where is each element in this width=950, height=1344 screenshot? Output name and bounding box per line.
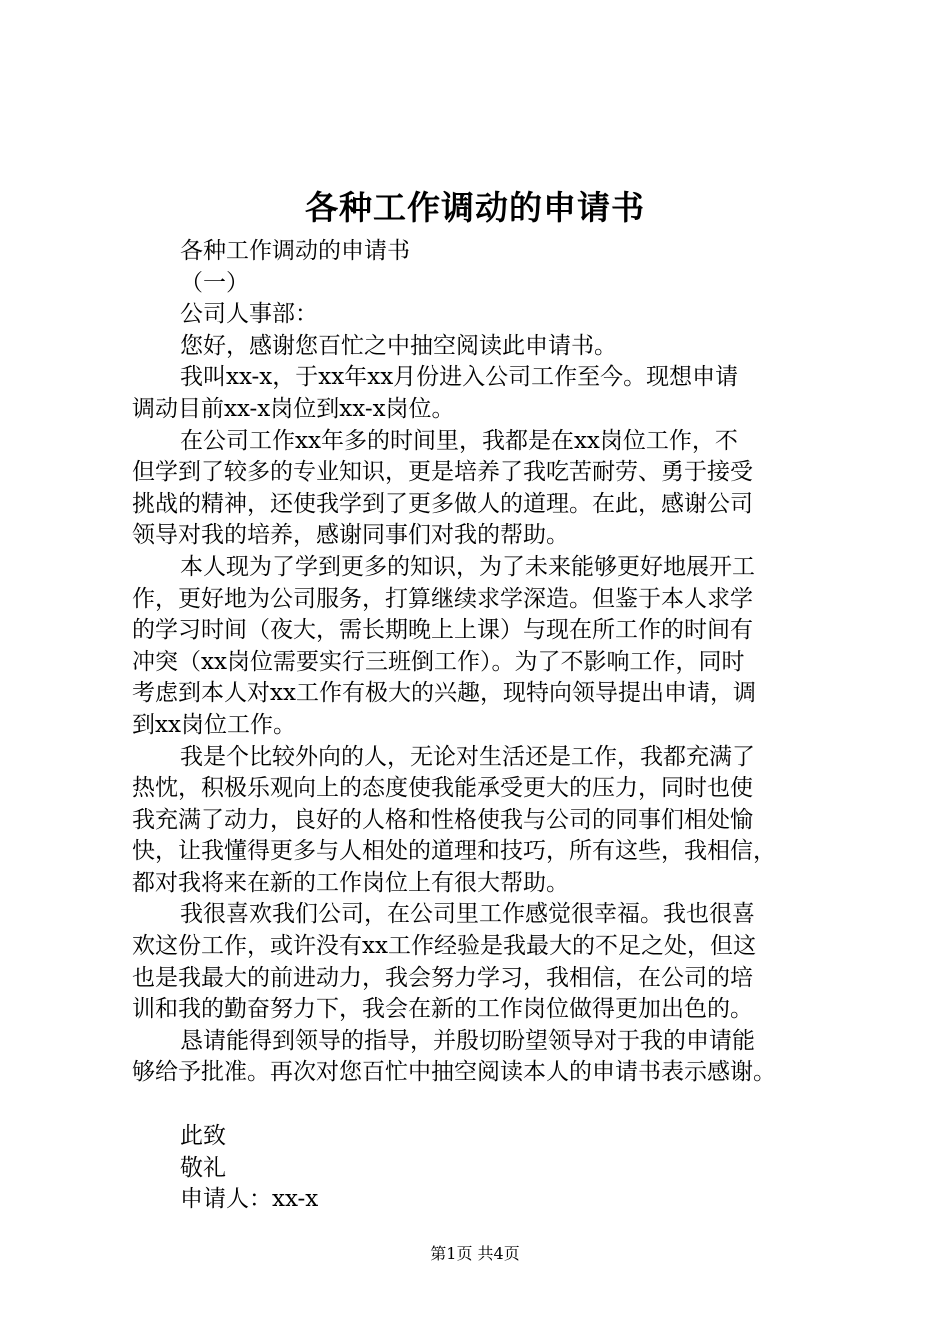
text-line: 但学到了较多的专业知识，更是培养了我吃苦耐劳、勇于接受 <box>132 459 753 486</box>
text-line: 训和我的勤奋努力下，我会在新的工作岗位做得更加出色的。 <box>132 996 753 1023</box>
text-line: （一） <box>180 269 249 296</box>
page-title: 各种工作调动的申请书 <box>305 188 645 227</box>
text-line: 的学习时间（夜大，需长期晚上上课）与现在所工作的时间有 <box>132 617 753 644</box>
text-line: 也是我最大的前进动力，我会努力学习，我相信，在公司的培 <box>132 964 753 991</box>
text-line: 我很喜欢我们公司，在公司里工作感觉很幸福。我也很喜 <box>180 901 755 928</box>
text-line: 恳请能得到领导的指导，并殷切盼望领导对于我的申请能 <box>180 1027 755 1054</box>
text-line: 作，更好地为公司服务，打算继续求学深造。但鉴于本人求学 <box>132 585 753 612</box>
text-line: 本人现为了学到更多的知识，为了未来能够更好地展开工 <box>180 553 755 580</box>
text-line: 您好，感谢您百忙之中抽空阅读此申请书。 <box>180 332 617 359</box>
text-line: 在公司工作xx年多的时间里，我都是在xx岗位工作，不 <box>180 427 738 454</box>
text-line: 公司人事部： <box>180 301 318 328</box>
document-body <box>132 236 852 1216</box>
text-line: 欢这份工作，或许没有xx工作经验是我最大的不足之处，但这 <box>132 933 756 960</box>
text-line: 快，让我懂得更多与人相处的道理和技巧，所有这些，我相信， <box>132 838 776 865</box>
text-line: 挑战的精神，还使我学到了更多做人的道理。在此，感谢公司 <box>132 490 753 517</box>
text-line: 冲突（xx岗位需要实行三班倒工作）。为了不影响工作，同时 <box>132 648 745 675</box>
text-line: 热忱，积极乐观向上的态度使我能承受更大的压力，同时也使 <box>132 775 753 802</box>
text-line: 各种工作调动的申请书 <box>180 238 410 264</box>
text-line: 到xx岗位工作。 <box>132 711 296 738</box>
text-line: 够给予批准。再次对您百忙中抽空阅读本人的申请书表示感谢。 <box>132 1059 776 1086</box>
text-line: 考虑到本人对xx工作有极大的兴趣，现特向领导提出申请，调 <box>132 680 756 707</box>
signature-line: 申请人：xx-x <box>180 1186 319 1213</box>
text-line: 都对我将来在新的工作岗位上有很大帮助。 <box>132 869 569 896</box>
text-line: 我叫xx-x，于xx年xx月份进入公司工作至今。现想申请 <box>180 364 739 391</box>
text-line: 我充满了动力，良好的人格和性格使我与公司的同事们相处愉 <box>132 806 753 833</box>
text-line: 调动目前xx-x岗位到xx-x岗位。 <box>132 395 455 422</box>
paragraph-gap <box>132 1089 852 1121</box>
closing-line: 此致 <box>180 1123 226 1150</box>
closing-line: 敬礼 <box>180 1154 226 1181</box>
page-number: 第1页 共4页 <box>430 1244 520 1263</box>
text-line: 我是个比较外向的人，无论对生活还是工作，我都充满了 <box>180 743 755 770</box>
text-line: 领导对我的培养，感谢同事们对我的帮助。 <box>132 522 569 549</box>
